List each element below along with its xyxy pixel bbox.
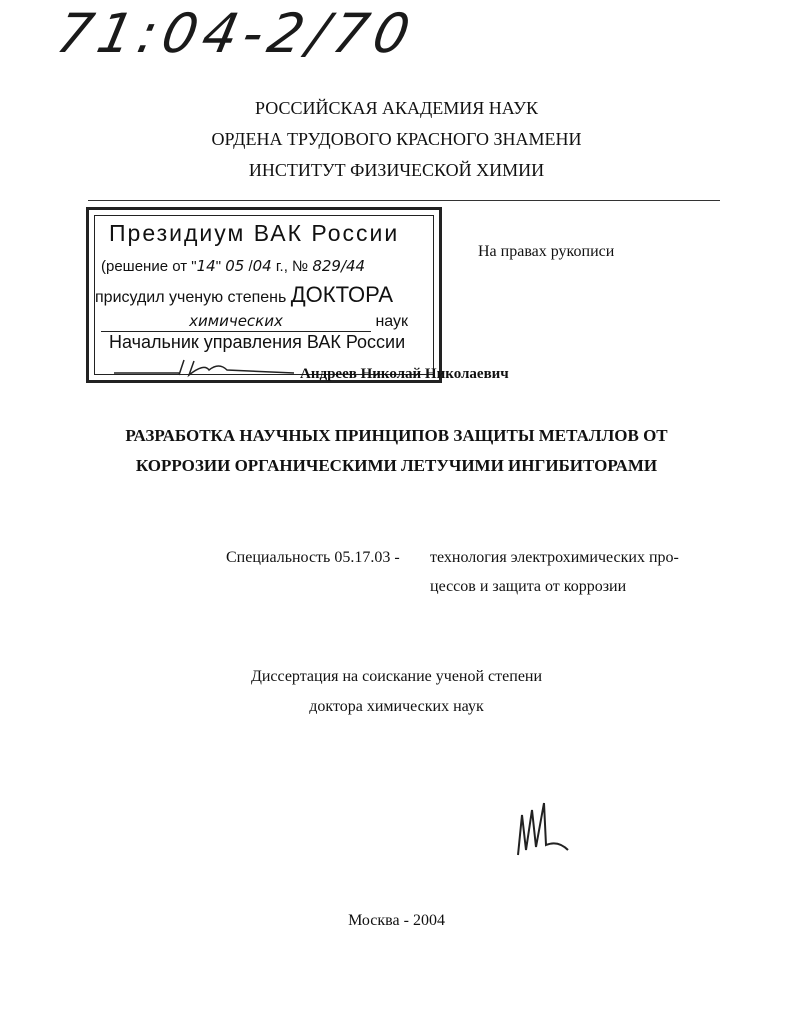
specialty-label: Специальность 05.17.03 - (226, 549, 400, 566)
vak-stamp (86, 207, 442, 383)
signature-icon (508, 795, 578, 865)
stamp-field-handwritten: химических (189, 312, 283, 330)
author-name: Андреев Николай Николаевич (300, 366, 509, 382)
stamp-degree: ДОКТОРА (290, 282, 394, 307)
title-line-1: РАЗРАБОТКА НАУЧНЫХ ПРИНЦИПОВ ЗАЩИТЫ МЕТАЛЛОВ ОТ (125, 426, 668, 445)
stamp-decision-year: 04 (252, 257, 272, 275)
title-line-2: КОРРОЗИИ ОРГАНИЧЕСКИМИ ЛЕТУЧИМИ ИНГИБИТОРАМИ (135, 456, 658, 475)
specialty-line-2: цессов и защита от коррозии (430, 578, 627, 595)
stamp-field (101, 312, 408, 332)
org-line-2: ОРДЕНА ТРУДОВОГО КРАСНОГО ЗНАМЕНИ (211, 129, 582, 149)
stamp-head: Начальник управления ВАК России (109, 332, 406, 352)
rights-note: На правах рукописи (478, 243, 615, 260)
archive-number: 71:04-2/70 (51, 2, 422, 65)
specialty-line-1: технология электрохимических про- (430, 549, 679, 566)
stamp-decision-num-prefix: г., № (275, 258, 309, 275)
org-line-1: РОССИЙСКАЯ АКАДЕМИЯ НАУК (255, 98, 538, 118)
city-year: Москва - 2004 (348, 912, 445, 929)
stamp-decision: (решение от "14" 05 /04 г., № 829/44 (101, 257, 366, 275)
org-line-3: ИНСТИТУТ ФИЗИЧЕСКОЙ ХИМИИ (248, 160, 545, 180)
dissertation-line-2: доктора химических наук (309, 698, 484, 715)
dissertation-line-1: Диссертация на соискание ученой степени (250, 668, 543, 685)
stamp-decision-num: 829/44 (312, 257, 366, 275)
stamp-decision-quote: " (215, 258, 222, 275)
stamp-title: Президиум ВАК России (109, 220, 400, 246)
stamp-field-suffix: наук (375, 313, 409, 330)
stamp-awarded (95, 282, 393, 308)
header-divider (88, 200, 720, 201)
stamp-decision-day: 14 (196, 257, 216, 275)
signature-scribble-icon (109, 358, 299, 378)
stamp-awarded-text: присудил ученую степень (95, 289, 287, 306)
stamp-decision-month: 05 (225, 257, 245, 275)
stamp-decision-prefix: (решение от " (101, 258, 197, 275)
